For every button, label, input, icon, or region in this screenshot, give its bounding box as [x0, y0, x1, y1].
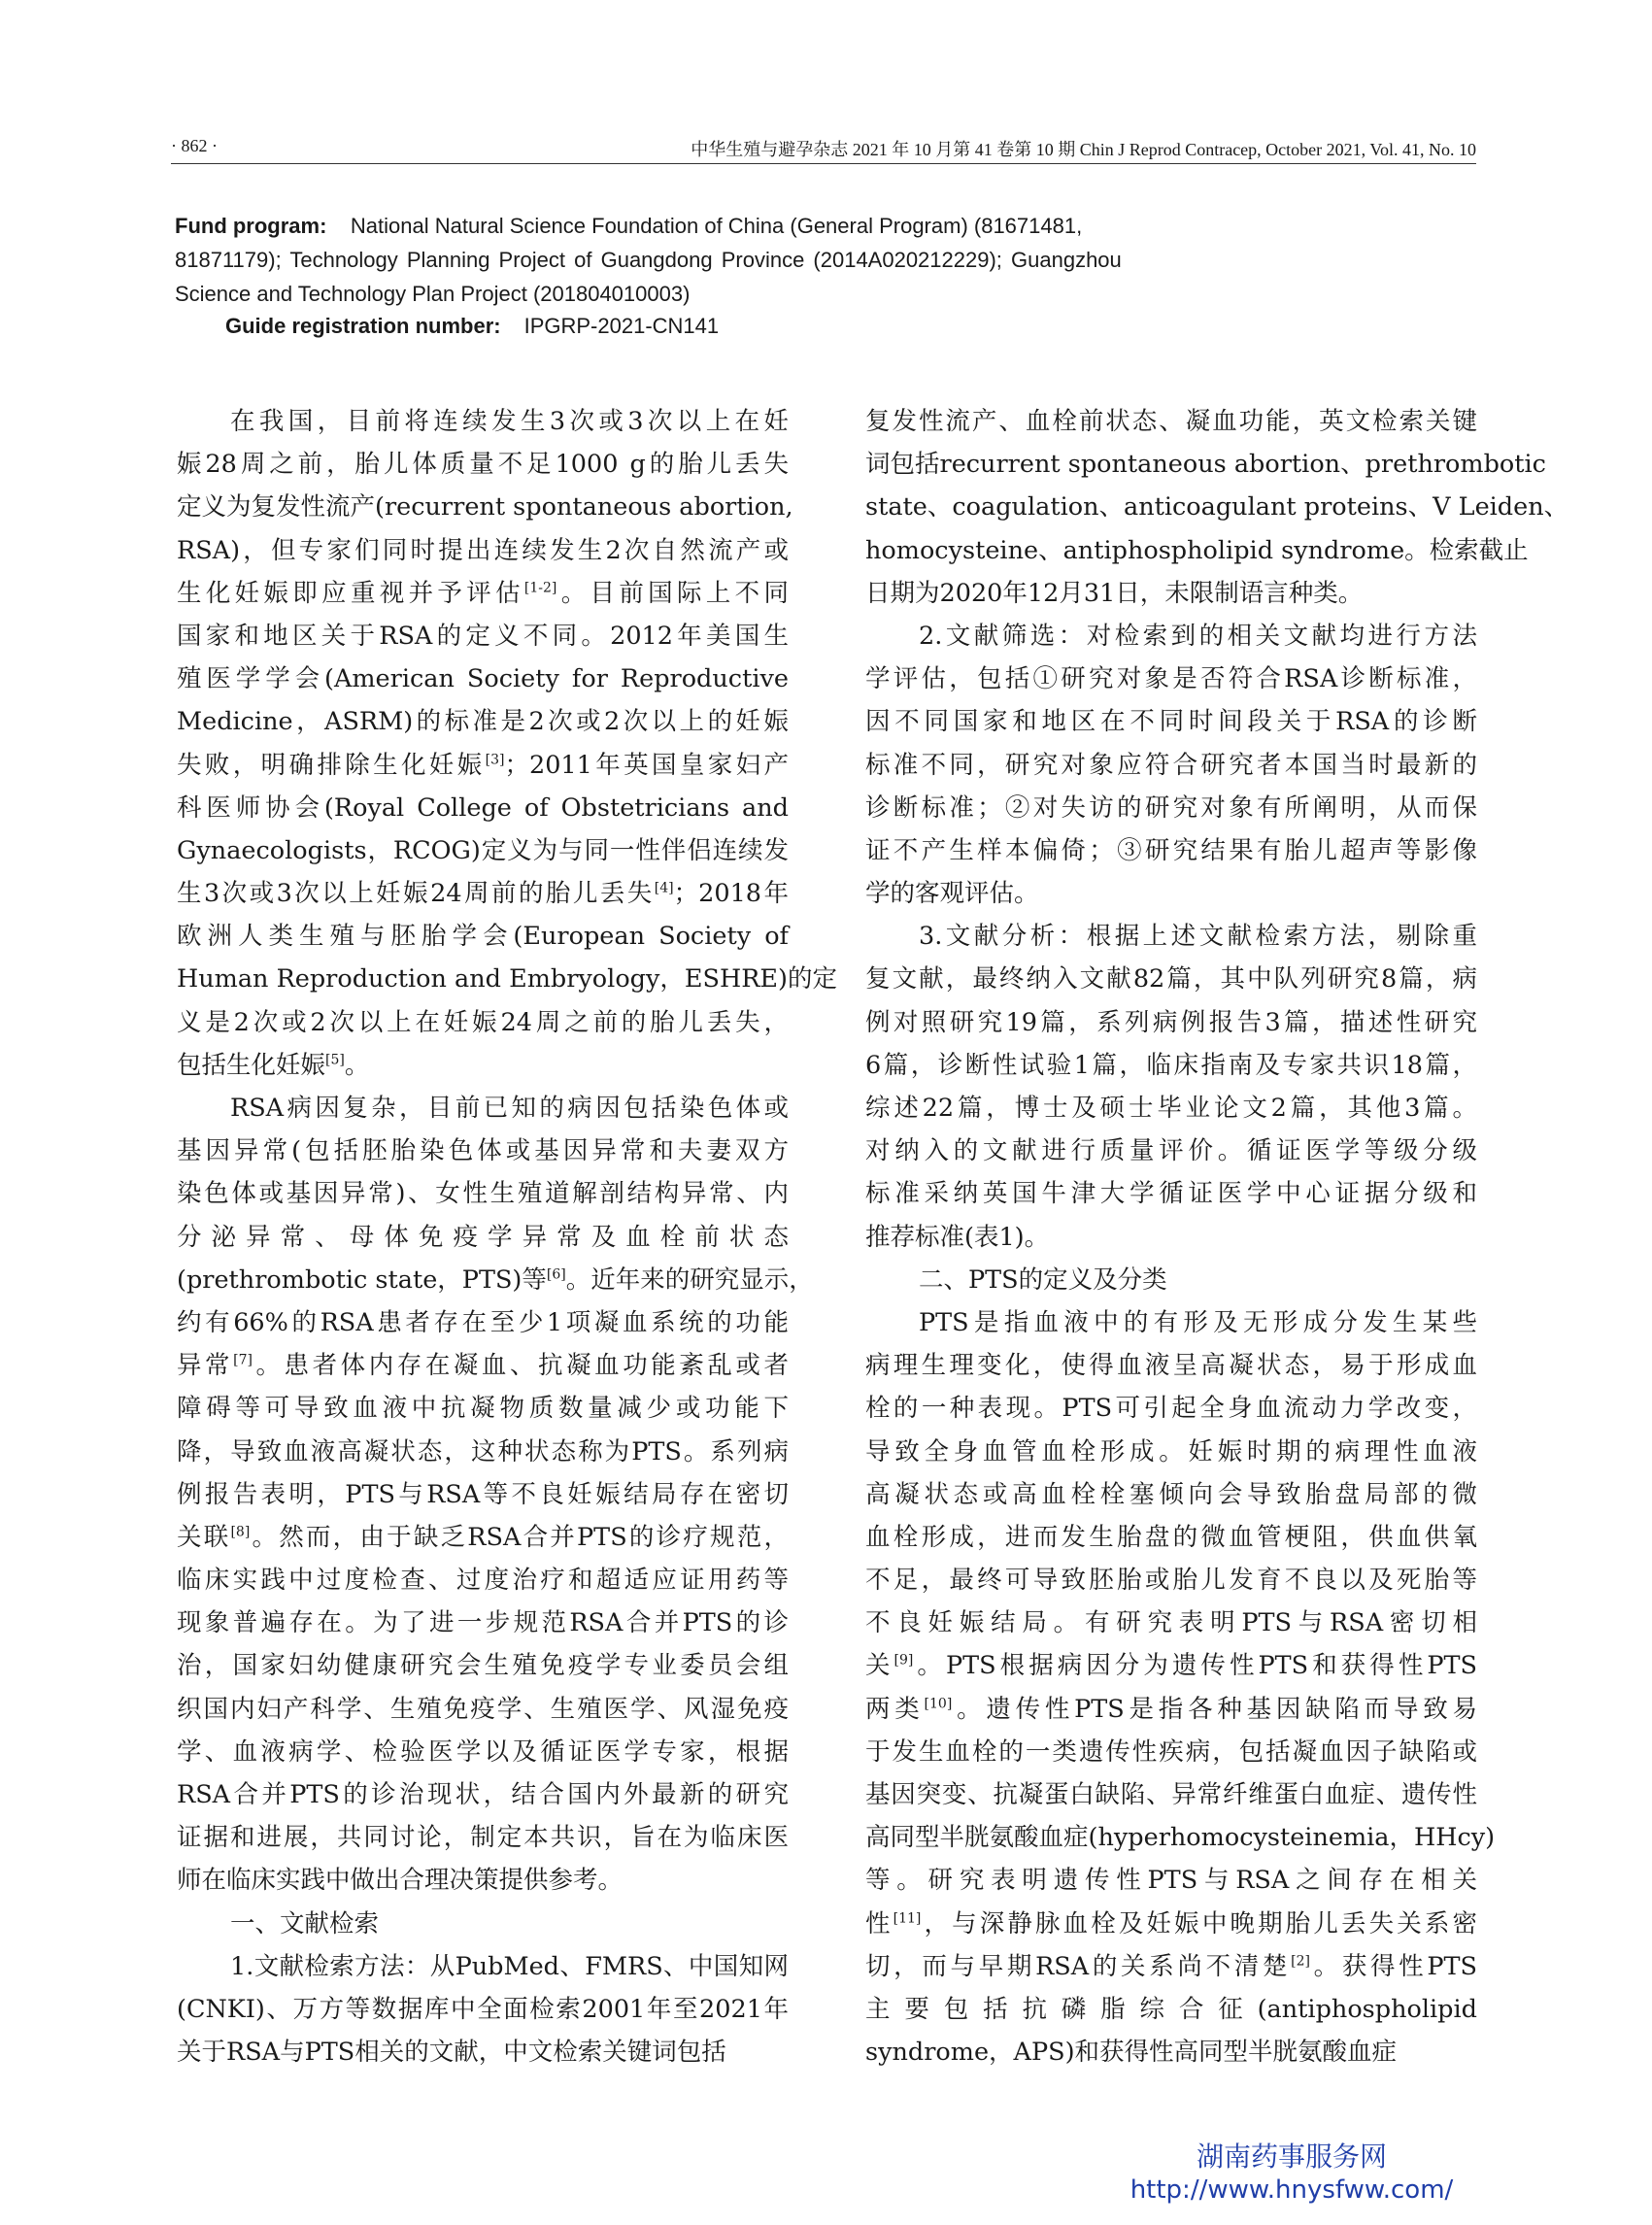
text-line: 包括生化妊娠[5]。	[177, 1050, 370, 1080]
fund-line: 81871179); Technology Planning Project of Guangdong Province (2014A020212229); Guangzhou	[175, 248, 1122, 272]
text-line: PTS是指血液中的有形及无形成分发生某些	[919, 1307, 1477, 1337]
text-line: 师在临床实践中做出合理决策提供参考。	[177, 1866, 624, 1896]
text-line: 性[11]，与深静脉血栓及妊娠中晚期胎儿丢失关系密	[865, 1908, 1477, 1938]
text-line: 殖医学学会(American Society for Reproductive	[177, 664, 789, 694]
text-line: 降，导致血液高凝状态，这种状态称为PTS。系列病	[177, 1436, 789, 1466]
fund-label: Fund program:	[175, 214, 327, 238]
text-line: 1.文献检索方法：从PubMed、FMRS、中国知网	[230, 1951, 789, 1981]
registration-number: IPGRP-2021-CN141	[523, 314, 720, 338]
text-line: 切，而与早期RSA的关系尚不清楚[2]。获得性PTS	[865, 1951, 1477, 1981]
text-line: 关于RSA与PTS相关的文献，中文检索关键词包括	[177, 2038, 726, 2068]
text-line: 标准采纳英国牛津大学循证医学中心证据分级和	[865, 1179, 1477, 1209]
text-line: 分泌异常、母体免疫学异常及血栓前状态	[177, 1222, 789, 1252]
text-line: 科医师协会(Royal College of Obstetricians and	[177, 792, 789, 823]
running-header	[171, 134, 1476, 167]
text-line: 6篇，诊断性试验1篇，临床指南及专家共识18篇，	[865, 1050, 1477, 1080]
text-line: 诊断标准；②对失访的研究对象有所阐明，从而保	[865, 792, 1477, 823]
text-line: 二、PTS的定义及分类	[919, 1264, 1167, 1295]
text-line: 织国内妇产科学、生殖免疫学、生殖医学、风湿免疫	[177, 1694, 789, 1724]
citation-marker: [10]	[924, 1696, 953, 1712]
citation-marker: [5]	[325, 1052, 345, 1068]
text-line: 学评估，包括①研究对象是否符合RSA诊断标准，	[865, 664, 1477, 694]
text-line: 义是2次或2次以上在妊娠24周之前的胎儿丢失，	[177, 1007, 789, 1037]
text-line: 定义为复发性流产(recurrent spontaneous abortion,	[177, 492, 793, 523]
text-line: 生化妊娠即应重视并予评估[1-2]。目前国际上不同	[177, 578, 789, 608]
citation-marker: [4]	[654, 880, 674, 896]
text-line: 推荐标准(表1)。	[865, 1222, 1050, 1252]
citation-marker: [11]	[893, 1910, 922, 1927]
text-line: 因不同国家和地区在不同时间段关于RSA的诊断	[865, 707, 1477, 737]
text-line: 等。研究表明遗传性PTS与RSA之间存在相关	[865, 1866, 1477, 1896]
text-line: RSA病因复杂，目前已知的病因包括染色体或	[230, 1094, 789, 1123]
text-line: 治，国家妇幼健康研究会生殖免疫学专业委员会组	[177, 1651, 789, 1681]
text-line: RSA合并PTS的诊治现状，结合国内外最新的研究	[177, 1780, 789, 1809]
text-line: 日期为2020年12月31日，未限制语言种类。	[865, 578, 1364, 608]
text-line: 临床实践中过度检查、过度治疗和超适应证用药等	[177, 1566, 789, 1596]
text-line: 高同型半胱氨酸血症(hyperhomocysteinemia，HHcy)	[865, 1823, 1496, 1853]
left-column	[177, 400, 837, 2073]
fund-program	[175, 209, 1224, 311]
text-line: 障碍等可导致血液中抗凝物质数量减少或功能下	[177, 1394, 789, 1424]
text-line: 不足，最终可导致胚胎或胎儿发育不良以及死胎等	[865, 1566, 1477, 1596]
watermark-url: http://www.hnysfww.com/	[1129, 2175, 1454, 2205]
page-number: · 862 ·	[171, 136, 218, 155]
text-line: Human Reproduction and Embryology，ESHRE)的定	[177, 964, 837, 995]
text-line: 例对照研究19篇，系列病例报告3篇，描述性研究	[865, 1007, 1477, 1037]
citation-marker: [1-2]	[523, 580, 557, 596]
right-column	[865, 400, 1569, 2073]
fund-line: Science and Technology Plan Project (201804010003)	[175, 282, 691, 306]
text-line: 词包括recurrent spontaneous abortion、prethrombotic	[865, 450, 1546, 480]
text-line: 病理生理变化，使得血液呈高凝状态，易于形成血	[865, 1351, 1477, 1381]
text-line: 标准不同，研究对象应符合研究者本国当时最新的	[865, 750, 1477, 780]
citation-marker: [7]	[233, 1352, 253, 1368]
text-line: 不良妊娠结局。有研究表明PTS与RSA密切相	[865, 1608, 1477, 1638]
text-line: 学的客观评估。	[865, 879, 1039, 909]
text-line: 综述22篇，博士及硕士毕业论文2篇，其他3篇。	[865, 1094, 1477, 1123]
fund-text: National Natural Science Foundation of China (General Program) (81671481,	[350, 214, 1083, 238]
watermark	[1107, 2140, 1476, 2206]
guide-registration	[225, 314, 719, 339]
text-line: 关联[8]。然而，由于缺乏RSA合并PTS的诊疗规范，	[177, 1522, 789, 1552]
text-line: 欧洲人类生殖与胚胎学会(European Society of	[177, 922, 789, 952]
text-line: 异常[7]。患者体内存在凝血、抗凝血功能紊乱或者	[177, 1351, 789, 1381]
registration-label: Guide registration number:	[225, 314, 501, 338]
text-line: 娠28周之前，胎儿体质量不足1000 g的胎儿丢失	[177, 450, 789, 480]
text-line: 基因突变、抗凝蛋白缺陷、异常纤维蛋白血症、遗传性	[865, 1780, 1477, 1809]
text-line: 例报告表明，PTS与RSA等不良妊娠结局存在密切	[177, 1479, 789, 1509]
citation-marker: [8]	[230, 1524, 251, 1540]
fund-line	[175, 209, 1224, 243]
text-line: 证不产生样本偏倚；③研究结果有胎儿超声等影像	[865, 835, 1477, 865]
text-line: 关[9]。PTS根据病因分为遗传性PTS和获得性PTS	[865, 1651, 1477, 1681]
text-line: 两类[10]。遗传性PTS是指各种基因缺陷而导致易	[865, 1694, 1477, 1724]
text-line: 3.文献分析：根据上述文献检索方法，剔除重	[919, 922, 1477, 952]
text-line: Gynaecologists，RCOG)定义为与同一性伴侣连续发	[177, 835, 789, 865]
text-line: 复发性流产、血栓前状态、凝血功能，英文检索关键	[865, 407, 1477, 436]
text-line: 现象普遍存在。为了进一步规范RSA合并PTS的诊	[177, 1608, 789, 1638]
text-line: 血栓形成，进而发生胎盘的微血管梗阻，供血供氧	[865, 1522, 1477, 1552]
text-line: 约有66%的RSA患者存在至少1项凝血系统的功能	[177, 1307, 789, 1337]
text-line: (prethrombotic state，PTS)等[6]。近年来的研究显示，	[177, 1264, 814, 1295]
citation-marker: [2]	[1291, 1953, 1310, 1970]
citation-marker: [6]	[546, 1266, 566, 1283]
header-rule	[171, 163, 1476, 164]
text-line: 基因异常(包括胚胎染色体或基因异常和夫妻双方	[177, 1136, 789, 1166]
text-line: 主要包括抗磷脂综合征(antiphospholipid	[865, 1994, 1477, 2024]
text-line: 对纳入的文献进行质量评价。循证医学等级分级	[865, 1136, 1477, 1166]
text-line: 学、血液病学、检验医学以及循证医学专家，根据	[177, 1736, 789, 1767]
journal-citation: 中华生殖与避孕杂志 2021 年 10 月第 41 卷第 10 期 Chin J Reprod Contracep, October 2021, Vol. 41, No. 10	[691, 140, 1476, 159]
text-line: 导致全身血管血栓形成。妊娠时期的病理性血液	[865, 1436, 1477, 1466]
text-line: 于发生血栓的一类遗传性疾病，包括凝血因子缺陷或	[865, 1736, 1477, 1767]
text-line: (CNKI)、万方等数据库中全面检索2001年至2021年	[177, 1994, 789, 2024]
text-line: 一、文献检索	[230, 1908, 380, 1938]
text-line: 复文献，最终纳入文献82篇，其中队列研究8篇，病	[865, 964, 1477, 995]
text-line: homocysteine、antiphospholipid syndrome。检索截止	[865, 535, 1529, 565]
citation-marker: [9]	[893, 1652, 914, 1669]
watermark-site-name: 湖南药事服务网	[1196, 2141, 1387, 2173]
text-line: 失败，明确排除生化妊娠[3]；2011年英国皇家妇产	[177, 750, 789, 780]
text-line: 在我国，目前将连续发生3次或3次以上在妊	[230, 407, 789, 436]
text-line: Medicine，ASRM)的标准是2次或2次以上的妊娠	[177, 707, 789, 737]
text-line: syndrome，APS)和获得性高同型半胱氨酸血症	[865, 2038, 1398, 2068]
text-line: 染色体或基因异常)、女性生殖道解剖结构异常、内	[177, 1179, 789, 1209]
citation-marker: [3]	[485, 752, 505, 767]
text-line: 国家和地区关于RSA的定义不同。2012年美国生	[177, 621, 789, 651]
text-line: RSA)，但专家们同时提出连续发生2次自然流产或	[177, 535, 789, 565]
text-line: 生3次或3次以上妊娠24周前的胎儿丢失[4]；2018年	[177, 879, 789, 909]
text-line: state、coagulation、anticoagulant proteins、V Leiden、	[865, 492, 1569, 523]
text-line: 证据和进展，共同讨论，制定本共识，旨在为临床医	[177, 1823, 789, 1853]
text-line: 2.文献筛选：对检索到的相关文献均进行方法	[919, 621, 1477, 651]
text-line: 高凝状态或高血栓栓塞倾向会导致胎盘局部的微	[865, 1479, 1477, 1509]
text-line: 栓的一种表现。PTS可引起全身血流动力学改变，	[865, 1394, 1477, 1424]
